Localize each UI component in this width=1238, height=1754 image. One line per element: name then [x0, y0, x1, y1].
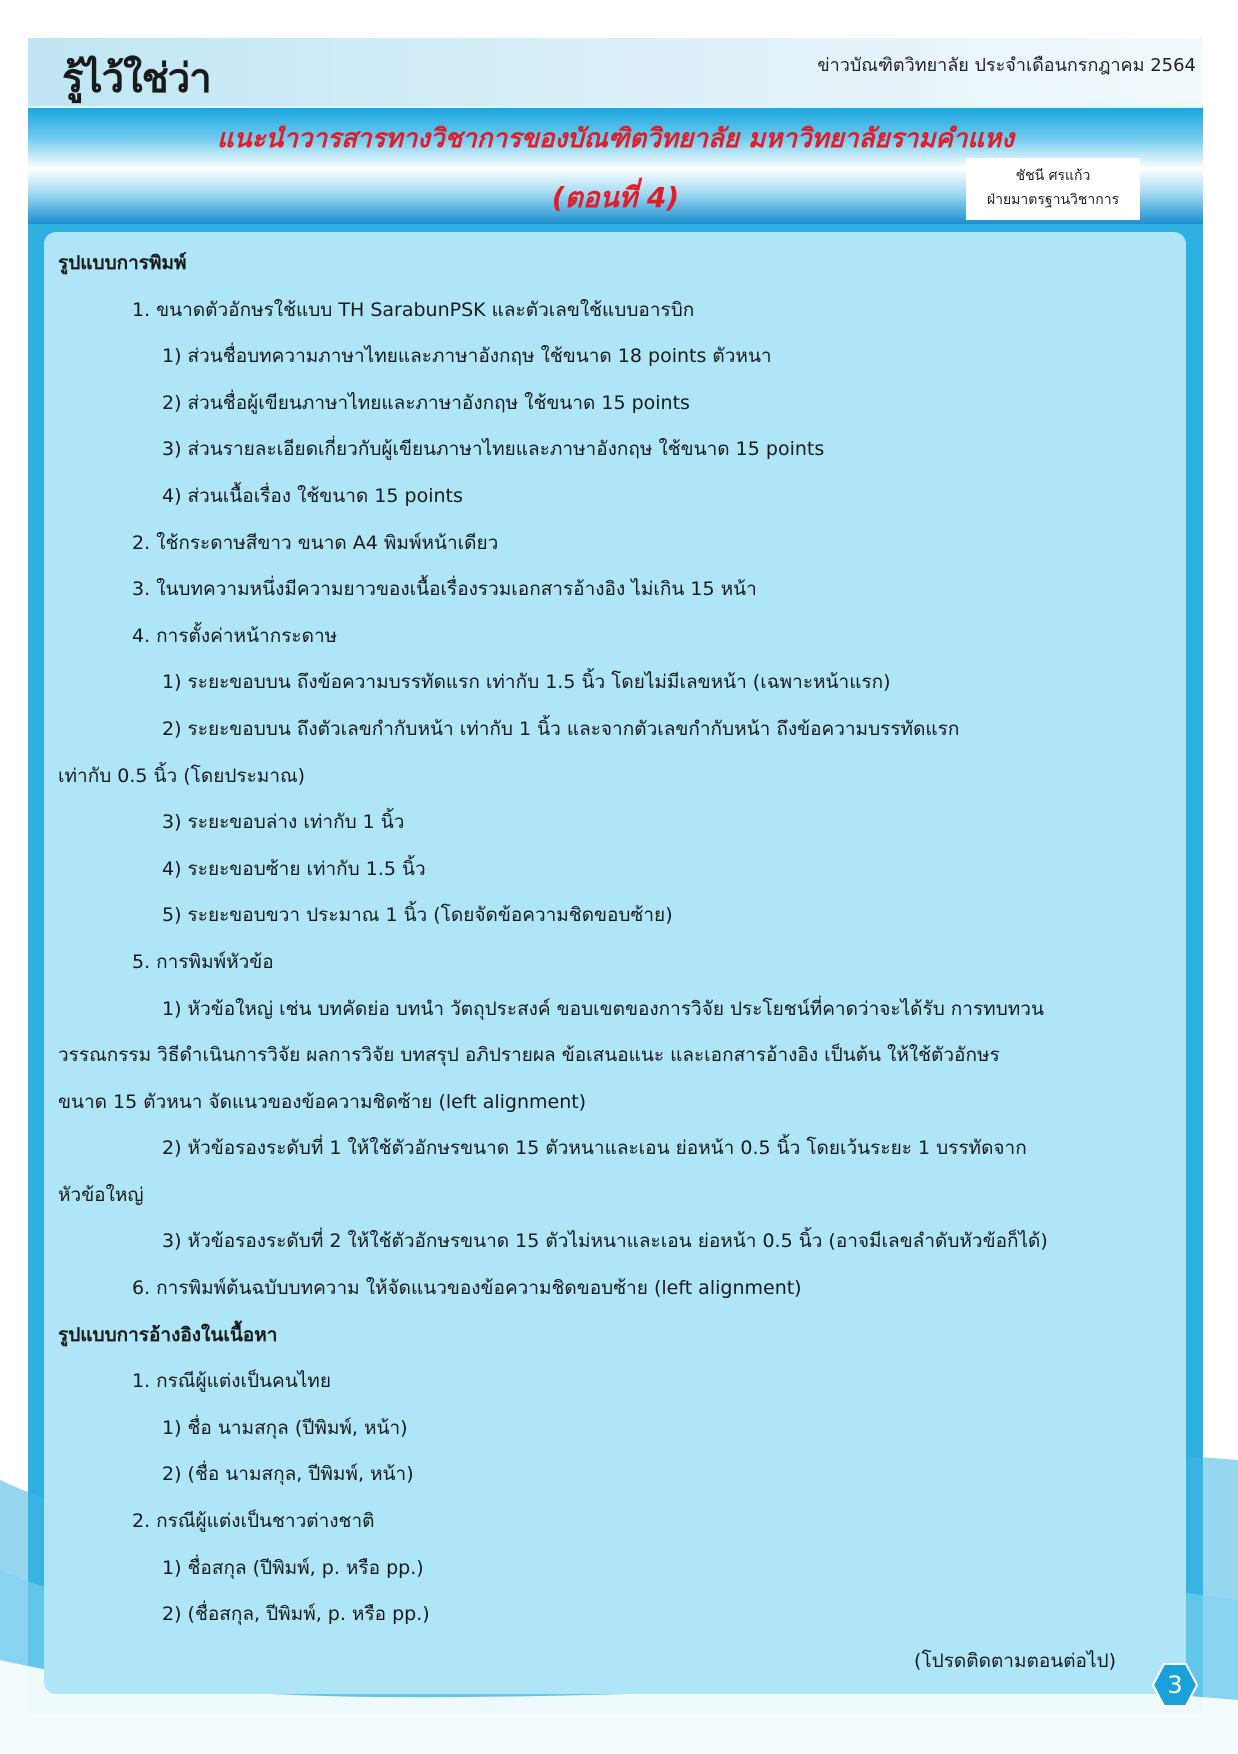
- list-subitem: 3) หัวข้อรองระดับที่ 2 ให้ใช้ตัวอักษรขนาด 15 ตัวไม่หนาและเอน ย่อหน้า 0.5 นิ้ว (อาจมีเลขลำดับหัวข้อก็ได้): [162, 1230, 1048, 1253]
- author-box: [966, 158, 1140, 220]
- author-department: ฝ่ายมาตรฐานวิชาการ: [986, 192, 1120, 208]
- list-subitem-continuation: ขนาด 15 ตัวหนา จัดแนวของข้อความชิดซ้าย (left alignment): [58, 1090, 587, 1113]
- list-subitem: 1) หัวข้อใหญ่ เช่น บทคัดย่อ บทนำ วัตถุประสงค์ ขอบเขตของการวิจัย ประโยชน์ที่คาดว่าจะได้รับ การทบทวน: [162, 997, 1044, 1020]
- section-heading-citation: รูปแบบการอ้างอิงในเนื้อหา: [58, 1323, 278, 1346]
- list-item: 3. ในบทความหนึ่งมีความยาวของเนื้อเรื่องรวมเอกสารอ้างอิง ไม่เกิน 15 หน้า: [132, 578, 757, 601]
- list-subitem: 4) ระยะขอบซ้าย เท่ากับ 1.5 นิ้ว: [162, 857, 426, 880]
- issue-label: ข่าวบัณฑิตวิทยาลัย ประจำเดือนกรกฎาคม 2564: [817, 55, 1196, 76]
- list-subitem: 2) ระยะขอบบน ถึงตัวเลขกำกับหน้า เท่ากับ 1 นิ้ว และจากตัวเลขกำกับหน้า ถึงข้อความบรรทัดแรก: [162, 717, 960, 740]
- article-part: (ตอนที่ 4): [551, 181, 680, 214]
- list-subitem: 1) ชื่อ นามสกุล (ปีพิมพ์, หน้า): [162, 1416, 408, 1439]
- article-body: [58, 240, 1176, 1684]
- list-subitem: 1) ส่วนชื่อบทความภาษาไทยและภาษาอังกฤษ ใช้ขนาด 18 points ตัวหนา: [162, 345, 772, 368]
- list-subitem: 1) ระยะขอบบน ถึงข้อความบรรทัดแรก เท่ากับ 1.5 นิ้ว โดยไม่มีเลขหน้า (เฉพาะหน้าแรก): [162, 671, 891, 694]
- list-item: 5. การพิมพ์หัวข้อ: [132, 950, 274, 973]
- list-subitem-continuation: วรรณกรรม วิธีดำเนินการวิจัย ผลการวิจัย บทสรุป อภิปรายผล ข้อเสนอแนะ และเอกสารอ้างอิง เป็นต้น ให้ใช้ตัวอักษร: [58, 1044, 1000, 1067]
- list-item: 1. ขนาดตัวอักษรใช้แบบ TH SarabunPSK และตัวเลขใช้แบบอารบิก: [132, 298, 695, 321]
- list-item: 4. การตั้งค่าหน้ากระดาษ: [132, 624, 338, 647]
- list-subitem: 2) (ชื่อสกุล, ปีพิมพ์, p. หรือ pp.): [162, 1603, 430, 1626]
- article-title: แนะนำวารสารทางวิชาการของบัณฑิตวิทยาลัย มหาวิทยาลัยรามคำแหง: [217, 124, 1014, 154]
- list-item: 6. การพิมพ์ต้นฉบับบทความ ให้จัดแนวของข้อความชิดขอบซ้าย (left alignment): [132, 1277, 802, 1300]
- list-subitem: 3) ส่วนรายละเอียดเกี่ยวกับผู้เขียนภาษาไทยและภาษาอังกฤษ ใช้ขนาด 15 points: [162, 438, 825, 461]
- list-subitem: 2) ส่วนชื่อผู้เขียนภาษาไทยและภาษาอังกฤษ ใช้ขนาด 15 points: [162, 391, 690, 414]
- list-subitem: 5) ระยะขอบขวา ประมาณ 1 นิ้ว (โดยจัดข้อความชิดขอบซ้าย): [162, 904, 673, 927]
- list-subitem-continuation: หัวข้อใหญ่: [58, 1183, 144, 1206]
- author-name: ชัชนี ศรแก้ว: [1015, 168, 1091, 184]
- list-subitem: 2) (ชื่อ นามสกุล, ปีพิมพ์, หน้า): [162, 1463, 414, 1486]
- list-item: 2. กรณีผู้แต่งเป็นชาวต่างชาติ: [132, 1510, 375, 1533]
- page-number: 3: [1167, 1671, 1183, 1699]
- list-subitem: 3) ระยะขอบล่าง เท่ากับ 1 นิ้ว: [162, 811, 405, 834]
- page-number-badge: [1152, 1662, 1198, 1708]
- list-subitem: 1) ชื่อสกุล (ปีพิมพ์, p. หรือ pp.): [162, 1556, 424, 1579]
- brand-logo-text: รู้ไว้ใช่ว่า: [62, 56, 211, 102]
- list-subitem: 4) ส่วนเนื้อเรื่อง ใช้ขนาด 15 points: [162, 484, 463, 507]
- list-item: 2. ใช้กระดาษสีขาว ขนาด A4 พิมพ์หน้าเดียว: [132, 531, 499, 554]
- list-subitem: 2) หัวข้อรองระดับที่ 1 ให้ใช้ตัวอักษรขนาด 15 ตัวหนาและเอน ย่อหน้า 0.5 นิ้ว โดยเว้นระยะ 1 บรรทัดจาก: [162, 1137, 1027, 1160]
- section-heading-print-format: รูปแบบการพิมพ์: [58, 252, 187, 274]
- list-item: 1. กรณีผู้แต่งเป็นคนไทย: [132, 1370, 331, 1393]
- list-subitem-continuation: เท่ากับ 0.5 นิ้ว (โดยประมาณ): [58, 764, 306, 787]
- closing-note: (โปรดติดตามตอนต่อไป): [914, 1649, 1116, 1672]
